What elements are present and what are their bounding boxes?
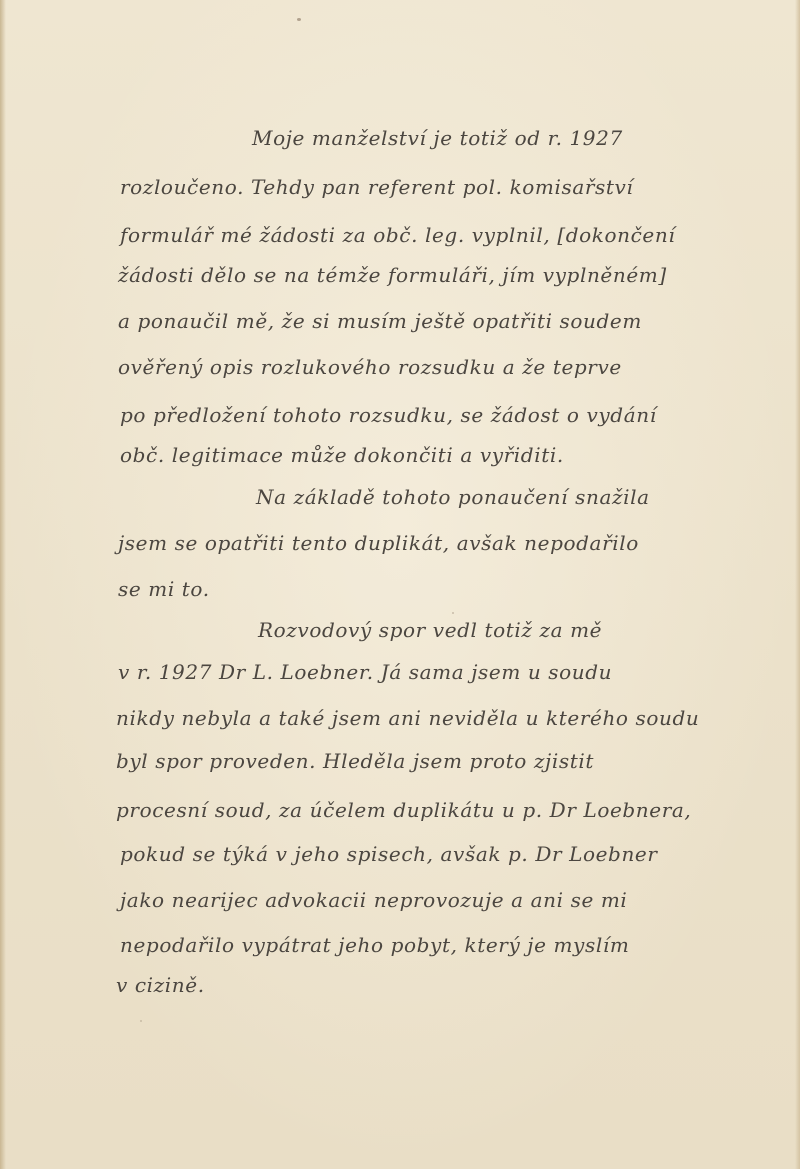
text-line: rozloučeno. Tehdy pan referent pol. komisařství: [120, 175, 634, 199]
paper-edge-right: [795, 0, 800, 1169]
text-line: žádosti dělo se na témže formuláři, jím vyplněném]: [118, 263, 667, 287]
text-line: po předložení tohoto rozsudku, se žádost o vydání: [120, 403, 657, 427]
text-line: Rozvodový spor vedl totiž za mě: [258, 618, 603, 642]
text-line: procesní soud, za účelem duplikátu u p. Dr Loebnera,: [116, 798, 692, 822]
text-line: v r. 1927 Dr L. Loebner. Já sama jsem u soudu: [118, 660, 613, 684]
text-line: Na základě tohoto ponaučení snažila: [256, 485, 650, 509]
text-line: Moje manželství je totiž od r. 1927: [252, 126, 623, 150]
text-line: formulář mé žádosti za obč. leg. vyplnil, [dokončení: [120, 223, 676, 247]
paper-speck: [140, 1020, 142, 1022]
text-line: obč. legitimace může dokončiti a vyřiditi.: [120, 443, 564, 467]
text-line: nikdy nebyla a také jsem ani neviděla u kterého soudu: [116, 706, 700, 730]
paper-speck: [452, 612, 454, 614]
text-line: a ponaučil mě, že si musím ještě opatřiti soudem: [118, 309, 642, 333]
text-line: byl spor proveden. Hleděla jsem proto zjistit: [116, 749, 594, 773]
text-line: ověřený opis rozlukového rozsudku a že teprve: [118, 355, 622, 379]
text-line: jsem se opatřiti tento duplikát, avšak nepodařilo: [118, 531, 639, 555]
text-line: jako nearijec advokacii neprovozuje a ani se mi: [120, 888, 628, 912]
text-line: se mi to.: [118, 577, 210, 601]
text-line: pokud se týká v jeho spisech, avšak p. Dr Loebner: [120, 842, 658, 866]
paper-speck: [297, 18, 301, 21]
text-line: nepodařilo vypátrat jeho pobyt, který je myslím: [120, 933, 630, 957]
paper-edge-left: [0, 0, 6, 1169]
text-line: v cizině.: [116, 973, 205, 997]
